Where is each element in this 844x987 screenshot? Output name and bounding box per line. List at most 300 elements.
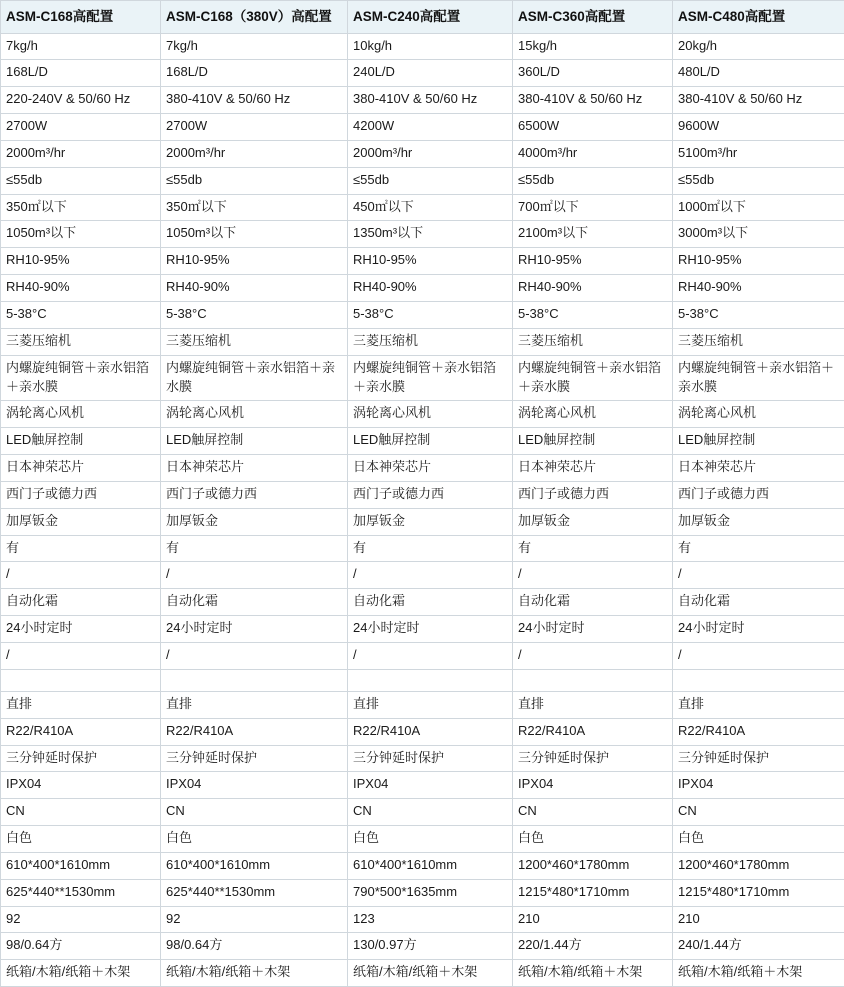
cell-text: 130/0.97方 xyxy=(353,936,507,955)
cell-text: CN xyxy=(353,802,507,821)
table-cell xyxy=(673,745,844,772)
cell-text: 三菱压缩机 xyxy=(678,332,839,351)
table-cell xyxy=(1,589,161,616)
cell-text: 168L/D xyxy=(6,63,155,82)
table-cell xyxy=(161,508,348,535)
table-cell xyxy=(348,879,513,906)
cell-text: 三菱压缩机 xyxy=(6,332,155,351)
table-row xyxy=(1,562,844,589)
table-cell xyxy=(348,718,513,745)
cell-text: 自动化霜 xyxy=(6,592,155,611)
cell-text: 有 xyxy=(518,539,667,558)
cell-text: RH10-95% xyxy=(6,251,155,270)
table-cell xyxy=(1,87,161,114)
cell-text: / xyxy=(678,565,839,584)
table-cell xyxy=(673,879,844,906)
table-cell xyxy=(348,960,513,987)
table-row xyxy=(1,481,844,508)
cell-text: RH40-90% xyxy=(353,278,507,297)
cell-text: 西门子或德力西 xyxy=(6,485,155,504)
cell-text: 92 xyxy=(6,910,155,929)
table-cell xyxy=(348,669,513,691)
cell-text: 三分钟延时保护 xyxy=(678,749,839,768)
cell-text: 625*440**1530mm xyxy=(6,883,155,902)
cell-text: 日本神荣芯片 xyxy=(678,458,839,477)
cell-text: RH40-90% xyxy=(678,278,839,297)
table-cell xyxy=(161,221,348,248)
cell-text: 加厚钣金 xyxy=(166,512,342,531)
table-row xyxy=(1,428,844,455)
cell-text: 700㎡以下 xyxy=(518,198,667,217)
cell-text: CN xyxy=(6,802,155,821)
table-header xyxy=(1,1,844,34)
cell-text: 24小时定时 xyxy=(678,619,839,638)
cell-text: 1050m³以下 xyxy=(6,224,155,243)
table-cell xyxy=(1,508,161,535)
table-cell xyxy=(161,960,348,987)
cell-text: LED触屏控制 xyxy=(353,431,507,450)
table-cell xyxy=(348,328,513,355)
cell-text: RH10-95% xyxy=(166,251,342,270)
table-cell xyxy=(1,879,161,906)
table-cell xyxy=(673,933,844,960)
table-cell xyxy=(161,33,348,60)
table-cell xyxy=(348,772,513,799)
cell-text: 直排 xyxy=(6,695,155,714)
table-cell xyxy=(161,302,348,329)
table-cell xyxy=(673,401,844,428)
cell-text: 4000m³/hr xyxy=(518,144,667,163)
table-cell xyxy=(673,302,844,329)
cell-text: 2700W xyxy=(6,117,155,136)
cell-text: 2000m³/hr xyxy=(353,144,507,163)
table-row xyxy=(1,508,844,535)
table-row xyxy=(1,933,844,960)
cell-text: / xyxy=(6,565,155,584)
table-cell xyxy=(348,275,513,302)
cell-text: / xyxy=(678,646,839,665)
table-cell xyxy=(1,745,161,772)
table-cell xyxy=(161,455,348,482)
table-row xyxy=(1,140,844,167)
cell-text: 480L/D xyxy=(678,63,839,82)
cell-text: 三菱压缩机 xyxy=(518,332,667,351)
table-cell xyxy=(161,745,348,772)
table-cell xyxy=(161,691,348,718)
cell-text: 123 xyxy=(353,910,507,929)
table-cell xyxy=(1,401,161,428)
cell-text: LED触屏控制 xyxy=(166,431,342,450)
table-cell xyxy=(513,481,673,508)
table-cell xyxy=(513,114,673,141)
table-cell xyxy=(673,455,844,482)
cell-text: ≤55db xyxy=(678,171,839,190)
table-cell xyxy=(513,302,673,329)
table-row xyxy=(1,718,844,745)
table-cell xyxy=(673,60,844,87)
table-cell xyxy=(513,60,673,87)
table-cell xyxy=(161,616,348,643)
cell-text: / xyxy=(518,646,667,665)
cell-text: 1000㎡以下 xyxy=(678,198,839,217)
table-cell xyxy=(513,589,673,616)
table-cell xyxy=(348,355,513,401)
cell-text: 24小时定时 xyxy=(518,619,667,638)
cell-text: 西门子或德力西 xyxy=(166,485,342,504)
cell-text: 有 xyxy=(6,539,155,558)
table-cell xyxy=(1,535,161,562)
cell-text: 白色 xyxy=(518,829,667,848)
cell-text: IPX04 xyxy=(678,775,839,794)
cell-text: 24小时定时 xyxy=(353,619,507,638)
table-row xyxy=(1,616,844,643)
table-cell xyxy=(348,826,513,853)
table-row xyxy=(1,852,844,879)
table-cell xyxy=(161,879,348,906)
table-cell xyxy=(673,221,844,248)
cell-text: R22/R410A xyxy=(166,722,342,741)
table-cell xyxy=(161,906,348,933)
cell-text: 自动化霜 xyxy=(518,592,667,611)
table-row xyxy=(1,248,844,275)
table-cell xyxy=(513,745,673,772)
cell-text: 610*400*1610mm xyxy=(6,856,155,875)
table-cell xyxy=(1,691,161,718)
table-cell xyxy=(673,140,844,167)
cell-text: 9600W xyxy=(678,117,839,136)
table-row xyxy=(1,114,844,141)
table-cell xyxy=(348,481,513,508)
table-cell xyxy=(161,248,348,275)
column-header-1: ASM-C168（380V）高配置 xyxy=(161,1,348,34)
cell-text: 98/0.64方 xyxy=(6,936,155,955)
cell-text: 7kg/h xyxy=(6,37,155,56)
table-cell xyxy=(513,508,673,535)
cell-text: 纸箱/木箱/纸箱＋木架 xyxy=(518,963,667,982)
table-cell xyxy=(513,799,673,826)
cell-text: 加厚钣金 xyxy=(353,512,507,531)
table-cell xyxy=(513,642,673,669)
cell-text: 涡轮离心风机 xyxy=(678,404,839,423)
cell-text: 有 xyxy=(166,539,342,558)
cell-text: 纸箱/木箱/纸箱＋木架 xyxy=(166,963,342,982)
cell-text: 3000m³以下 xyxy=(678,224,839,243)
table-cell xyxy=(161,718,348,745)
table-cell xyxy=(348,87,513,114)
table-cell xyxy=(161,669,348,691)
table-cell xyxy=(673,960,844,987)
table-cell xyxy=(1,114,161,141)
cell-text: LED触屏控制 xyxy=(6,431,155,450)
table-row xyxy=(1,221,844,248)
table-cell xyxy=(348,114,513,141)
cell-text: 240/1.44方 xyxy=(678,936,839,955)
cell-text: 24小时定时 xyxy=(166,619,342,638)
table-cell xyxy=(513,221,673,248)
table-cell xyxy=(161,799,348,826)
table-cell xyxy=(348,589,513,616)
table-cell xyxy=(348,140,513,167)
cell-text: 168L/D xyxy=(166,63,342,82)
cell-text: 2700W xyxy=(166,117,342,136)
column-header-3: ASM-C360高配置 xyxy=(513,1,673,34)
table-cell xyxy=(513,669,673,691)
cell-text: 98/0.64方 xyxy=(166,936,342,955)
table-cell xyxy=(348,302,513,329)
table-cell xyxy=(348,691,513,718)
cell-text: 360L/D xyxy=(518,63,667,82)
cell-text: 380-410V & 50/60 Hz xyxy=(678,90,839,109)
cell-text: 自动化霜 xyxy=(678,592,839,611)
cell-text: 纸箱/木箱/纸箱＋木架 xyxy=(6,963,155,982)
cell-text: / xyxy=(6,646,155,665)
table-cell xyxy=(348,221,513,248)
table-cell xyxy=(673,718,844,745)
cell-text: 2100m³以下 xyxy=(518,224,667,243)
header-row xyxy=(1,1,844,34)
table-cell xyxy=(348,508,513,535)
cell-text: 1200*460*1780mm xyxy=(678,856,839,875)
table-cell xyxy=(1,302,161,329)
table-cell xyxy=(513,826,673,853)
table-cell xyxy=(673,275,844,302)
cell-text: 内螺旋纯铜管＋亲水铝箔＋亲水膜 xyxy=(678,359,839,397)
cell-text: 日本神荣芯片 xyxy=(518,458,667,477)
table-cell xyxy=(673,355,844,401)
table-row xyxy=(1,33,844,60)
cell-text: 涡轮离心风机 xyxy=(6,404,155,423)
cell-text: 白色 xyxy=(678,829,839,848)
table-row xyxy=(1,745,844,772)
cell-text: 白色 xyxy=(353,829,507,848)
cell-text: / xyxy=(518,565,667,584)
cell-text: 西门子或德力西 xyxy=(518,485,667,504)
table-cell xyxy=(161,401,348,428)
table-cell xyxy=(513,428,673,455)
table-cell xyxy=(513,960,673,987)
table-cell xyxy=(1,826,161,853)
cell-text: 内螺旋纯铜管＋亲水铝箔＋亲水膜 xyxy=(166,359,342,397)
cell-text: 有 xyxy=(353,539,507,558)
table-cell xyxy=(1,275,161,302)
table-cell xyxy=(348,428,513,455)
table-cell xyxy=(161,642,348,669)
table-cell xyxy=(348,906,513,933)
cell-text: IPX04 xyxy=(6,775,155,794)
cell-text: R22/R410A xyxy=(518,722,667,741)
table-cell xyxy=(1,428,161,455)
table-row xyxy=(1,960,844,987)
table-cell xyxy=(348,455,513,482)
table-cell xyxy=(348,933,513,960)
table-cell xyxy=(161,60,348,87)
table-cell xyxy=(348,642,513,669)
cell-text: RH40-90% xyxy=(166,278,342,297)
table-cell xyxy=(1,799,161,826)
table-cell xyxy=(161,275,348,302)
table-row xyxy=(1,772,844,799)
table-cell xyxy=(673,167,844,194)
cell-text: 直排 xyxy=(518,695,667,714)
table-cell xyxy=(673,481,844,508)
cell-text: 220-240V & 50/60 Hz xyxy=(6,90,155,109)
table-cell xyxy=(348,535,513,562)
table-cell xyxy=(161,562,348,589)
table-cell xyxy=(1,328,161,355)
table-cell xyxy=(673,248,844,275)
table-cell xyxy=(673,691,844,718)
table-cell xyxy=(513,718,673,745)
cell-text: 92 xyxy=(166,910,342,929)
table-cell xyxy=(513,328,673,355)
cell-text: 直排 xyxy=(678,695,839,714)
table-cell xyxy=(161,852,348,879)
table-cell xyxy=(1,960,161,987)
cell-text: 5-38°C xyxy=(6,305,155,324)
table-cell xyxy=(673,669,844,691)
table-cell xyxy=(1,562,161,589)
column-header-4: ASM-C480高配置 xyxy=(673,1,844,34)
cell-text: / xyxy=(166,565,342,584)
table-cell xyxy=(1,933,161,960)
cell-text: 直排 xyxy=(166,695,342,714)
table-cell xyxy=(673,535,844,562)
table-cell xyxy=(513,33,673,60)
table-cell xyxy=(161,114,348,141)
table-cell xyxy=(1,194,161,221)
cell-text: 5-38°C xyxy=(518,305,667,324)
table-cell xyxy=(161,194,348,221)
cell-text: 白色 xyxy=(6,829,155,848)
table-cell xyxy=(1,248,161,275)
table-row xyxy=(1,167,844,194)
cell-text: 6500W xyxy=(518,117,667,136)
table-cell xyxy=(1,60,161,87)
table-row xyxy=(1,455,844,482)
table-row xyxy=(1,355,844,401)
table-cell xyxy=(513,772,673,799)
cell-text: 三分钟延时保护 xyxy=(6,749,155,768)
cell-text: 自动化霜 xyxy=(166,592,342,611)
cell-text: 210 xyxy=(518,910,667,929)
table-cell xyxy=(1,455,161,482)
cell-text: 24小时定时 xyxy=(6,619,155,638)
cell-text: R22/R410A xyxy=(353,722,507,741)
table-cell xyxy=(513,562,673,589)
table-cell xyxy=(673,616,844,643)
cell-text: / xyxy=(353,646,507,665)
cell-text: 5-38°C xyxy=(678,305,839,324)
cell-text: 1050m³以下 xyxy=(166,224,342,243)
cell-text: 白色 xyxy=(166,829,342,848)
cell-text: 450㎡以下 xyxy=(353,198,507,217)
table-row xyxy=(1,60,844,87)
table-cell xyxy=(161,772,348,799)
cell-text: 加厚钣金 xyxy=(518,512,667,531)
cell-text: 210 xyxy=(678,910,839,929)
table-cell xyxy=(673,428,844,455)
cell-text: IPX04 xyxy=(166,775,342,794)
cell-text: LED触屏控制 xyxy=(518,431,667,450)
cell-text: 纸箱/木箱/纸箱＋木架 xyxy=(678,963,839,982)
table-cell xyxy=(348,60,513,87)
cell-text: 西门子或德力西 xyxy=(678,485,839,504)
table-cell xyxy=(673,33,844,60)
table-cell xyxy=(673,328,844,355)
cell-text: 2000m³/hr xyxy=(166,144,342,163)
cell-text: ≤55db xyxy=(353,171,507,190)
table-cell xyxy=(161,328,348,355)
table-cell xyxy=(1,642,161,669)
cell-text: IPX04 xyxy=(353,775,507,794)
table-row xyxy=(1,691,844,718)
cell-text: 790*500*1635mm xyxy=(353,883,507,902)
cell-text: 三菱压缩机 xyxy=(166,332,342,351)
cell-text: 625*440**1530mm xyxy=(166,883,342,902)
cell-text: LED触屏控制 xyxy=(678,431,839,450)
table-cell xyxy=(513,535,673,562)
table-cell xyxy=(513,248,673,275)
table-row xyxy=(1,669,844,691)
table-cell xyxy=(673,562,844,589)
table-cell xyxy=(348,401,513,428)
table-cell xyxy=(1,355,161,401)
cell-text: 20kg/h xyxy=(678,37,839,56)
cell-text: 有 xyxy=(678,539,839,558)
cell-text: 380-410V & 50/60 Hz xyxy=(353,90,507,109)
cell-text: 5-38°C xyxy=(353,305,507,324)
table-cell xyxy=(348,799,513,826)
table-cell xyxy=(1,167,161,194)
table-cell xyxy=(513,691,673,718)
cell-text: RH10-95% xyxy=(353,251,507,270)
cell-text: 240L/D xyxy=(353,63,507,82)
table-row xyxy=(1,879,844,906)
table-cell xyxy=(348,167,513,194)
cell-text: 7kg/h xyxy=(166,37,342,56)
table-cell xyxy=(673,906,844,933)
table-cell xyxy=(1,140,161,167)
cell-text: 自动化霜 xyxy=(353,592,507,611)
cell-text: 涡轮离心风机 xyxy=(518,404,667,423)
table-cell xyxy=(673,508,844,535)
table-cell xyxy=(348,852,513,879)
table-row xyxy=(1,906,844,933)
cell-text: CN xyxy=(166,802,342,821)
table-cell xyxy=(513,933,673,960)
cell-text: 日本神荣芯片 xyxy=(166,458,342,477)
table-cell xyxy=(513,167,673,194)
table-cell xyxy=(513,87,673,114)
cell-text: 三菱压缩机 xyxy=(353,332,507,351)
table-cell xyxy=(513,275,673,302)
table-row xyxy=(1,826,844,853)
table-cell xyxy=(1,852,161,879)
cell-text: 1215*480*1710mm xyxy=(518,883,667,902)
cell-text: 内螺旋纯铜管＋亲水铝箔＋亲水膜 xyxy=(353,359,507,397)
table-cell xyxy=(161,167,348,194)
cell-text: 三分钟延时保护 xyxy=(353,749,507,768)
table-cell xyxy=(348,33,513,60)
table-cell xyxy=(1,772,161,799)
cell-text: 日本神荣芯片 xyxy=(6,458,155,477)
table-row xyxy=(1,87,844,114)
table-cell xyxy=(1,669,161,691)
table-cell xyxy=(161,535,348,562)
cell-text: 350㎡以下 xyxy=(166,198,342,217)
table-cell xyxy=(673,799,844,826)
cell-text: 380-410V & 50/60 Hz xyxy=(518,90,667,109)
